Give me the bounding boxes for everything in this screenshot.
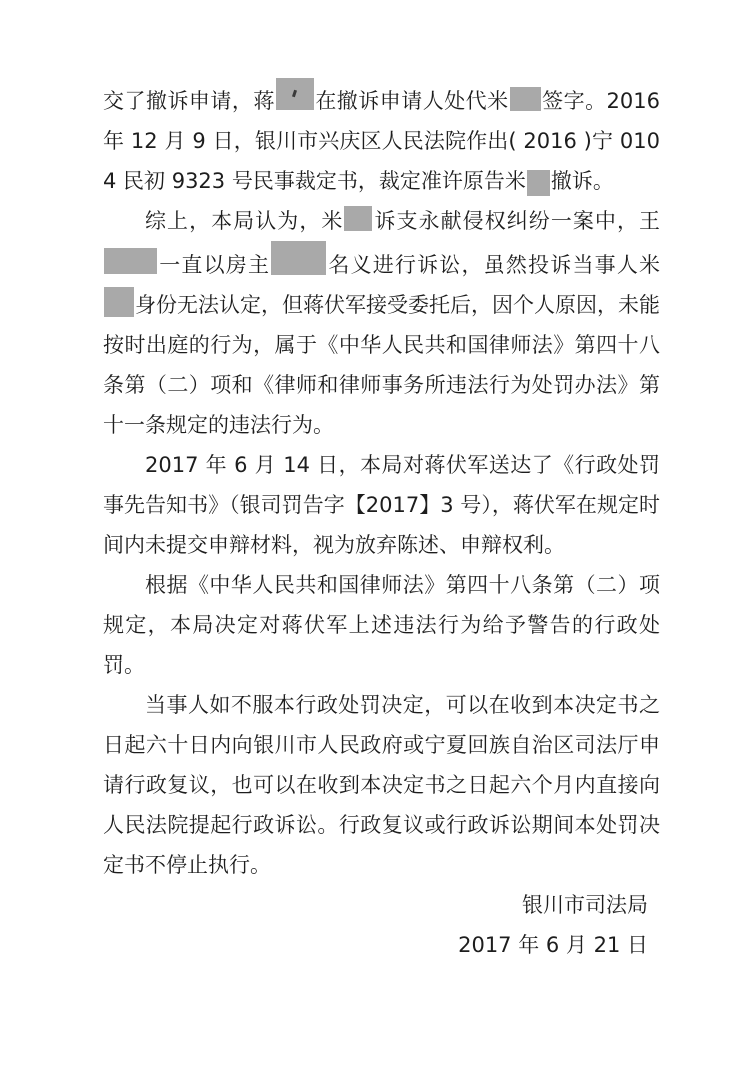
redaction-box [271, 241, 326, 275]
text-run: 撤诉。 [550, 169, 614, 193]
text-run: 在撤诉申请人处代米 [314, 89, 509, 113]
redaction-ink-mark [292, 90, 297, 98]
signature-date: 2017 年 6 月 21 日 [458, 933, 648, 957]
paragraph [103, 565, 660, 685]
paragraph [103, 685, 660, 885]
text-run: 身份无法认定，但蒋伏军接受委托后，因个人原因，未能按时出庭的行为，属于《中华人民共和国律师法》第四十八条第（二）项和《律师和律师事务所违法行为处罚办法》第十一条规定的违法行为。 [103, 293, 660, 437]
signature-block [103, 885, 660, 965]
paragraph [103, 201, 660, 445]
text-run: 签字。2016 年 12 月 9 日，银川市兴庆区人民法院作出( 2016 )宁 0104 民初 9323 号民事裁定书，裁定准许原告米 [103, 89, 661, 193]
redaction-box [104, 287, 134, 317]
text-run: 交了撤诉申请，蒋 [103, 89, 275, 113]
paragraph-container [103, 78, 660, 885]
text-run: 根据《中华人民共和国律师法》第四十八条第（二）项规定，本局决定对蒋伏军上述违法行为给予警告的行政处罚。 [103, 573, 660, 677]
text-run: 2017 年 6 月 14 日，本局对蒋伏军送达了《行政处罚事先告知书》（银司罚告字【2017】3 号），蒋伏军在规定时间内未提交申辩材料，视为放弃陈述、申辩权利。 [103, 453, 660, 557]
signature-issuer: 银川市司法局 [522, 893, 648, 917]
redaction-box [510, 87, 541, 111]
text-run: 诉支永献侵权纠纷一案中，王 [373, 209, 661, 233]
text-run: 一直以房主 [158, 253, 271, 277]
redaction-box [344, 206, 372, 231]
redaction-box [527, 170, 550, 196]
text-run: 当事人如不服本行政处罚决定，可以在收到本决定书之日起六十日内向银川市人民政府或宁夏回族自治区司法厅申请行政复议，也可以在收到本决定书之日起六个月内直接向人民法院提起行政诉讼。行政复议或行政诉讼期间本处罚决定书不停止执行。 [103, 693, 660, 877]
document-body [103, 78, 660, 965]
redaction-box [276, 78, 314, 110]
paragraph [103, 445, 660, 565]
paragraph [103, 78, 660, 201]
text-run: 综上，本局认为，米 [145, 209, 344, 233]
redaction-box [104, 248, 157, 274]
text-run: 名义进行诉讼，虽然投诉当事人米 [327, 253, 661, 277]
